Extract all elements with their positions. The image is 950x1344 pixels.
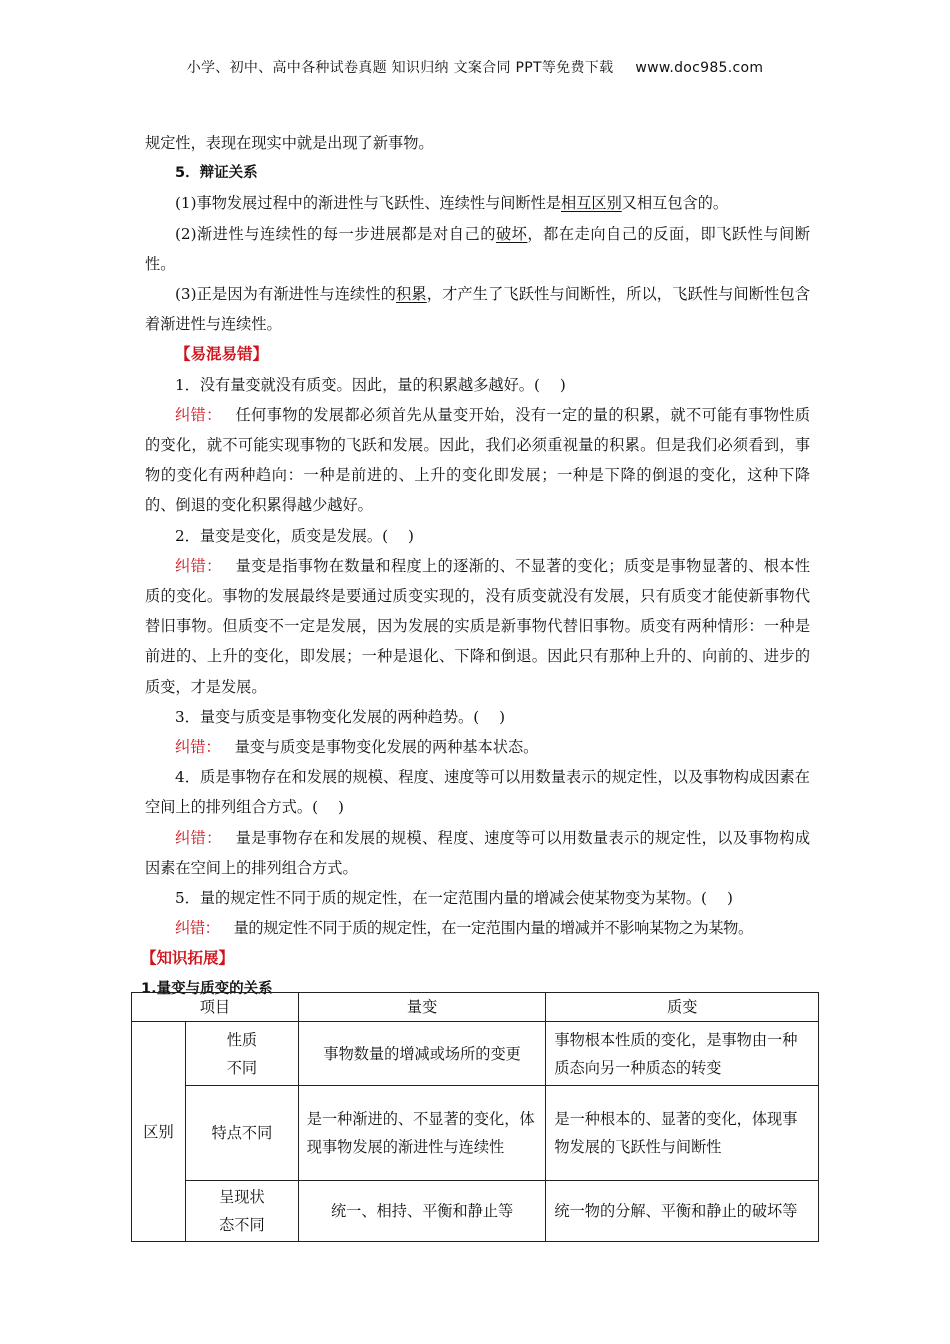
correction-text: 任何事物的发展都必须首先从量变开始，没有一定的量的积累，就不可能有事物性质的变化，就不可能实现事物的飞跃和发展。因此，我们必须重视量的积累。但是我们必须看到，事物的变化有两种趋向：一种是前进的、上升的变化即发展；一种是下降的倒退的变化，这种下降的、倒退的变化积累得越少越好。 bbox=[145, 405, 811, 515]
row-quant: 是一种渐进的、不显著的变化，体现事物发展的渐进性与连续性 bbox=[298, 1086, 546, 1181]
header-text: 小学、初中、高中各种试卷真题 知识归纳 文案合同 PPT等免费下载 bbox=[186, 60, 614, 76]
document-body bbox=[141, 128, 811, 1004]
correction-text: 量变与质变是事物变化发展的两种基本状态。 bbox=[234, 738, 539, 757]
row-quant: 事物数量的增减或场所的变更 bbox=[298, 1022, 546, 1086]
extension-title: 【知识拓展】 bbox=[141, 949, 235, 968]
confusion-title: 【易混易错】 bbox=[175, 345, 269, 364]
intro-line: 规定性，表现在现实中就是出现了新事物。 bbox=[145, 134, 434, 152]
comparison-table bbox=[131, 992, 819, 1242]
row-qual: 事物根本性质的变化，是事物由一种质态向另一种质态的转变 bbox=[546, 1022, 819, 1086]
row-item: 呈现状 态不同 bbox=[185, 1181, 298, 1242]
correction-text: 量是事物存在和发展的规模、程度、速度等可以用数量表示的规定性，以及事物构成因素在空间上的排列组合方式。 bbox=[145, 828, 811, 877]
table-header-row bbox=[132, 993, 819, 1022]
correction-label: 纠错： bbox=[175, 828, 222, 847]
correction-label: 纠错： bbox=[175, 919, 220, 938]
underlined-term: 相互区别 bbox=[561, 194, 622, 213]
header-item: 项目 bbox=[132, 993, 299, 1022]
header-quantitative: 量变 bbox=[298, 993, 546, 1022]
correction-text: 量变是指事物在数量和程度上的逐渐的、不显著的变化；质变是事物显著的、根本性质的变化。事物的发展最终是要通过质变实现的，没有质变就没有发展，只有质变才能使新事物代替旧事物。但质变不一定是发展，因为发展的实质是新事物代替旧事物。质变有两种情形：一种是前进的、上升的变化，即发展；一种是退化、下降和倒退。因此只有那种上升的、向前的、进步的质变，才是发展。 bbox=[145, 556, 811, 696]
row-item: 性质 不同 bbox=[185, 1022, 298, 1086]
row-qual: 是一种根本的、显著的变化，体现事物发展的飞跃性与间断性 bbox=[546, 1086, 819, 1181]
page-header bbox=[0, 57, 950, 77]
question-3: 3．量变与质变是事物变化发展的两种趋势。( ) bbox=[175, 707, 506, 726]
dialectic-point-2 bbox=[145, 219, 810, 279]
table-row bbox=[132, 1022, 819, 1086]
correction-label: 纠错： bbox=[175, 738, 221, 757]
text-run: ，都在走向自己的反面，即飞跃性与间断性。 bbox=[145, 224, 811, 273]
comparison-table-wrap bbox=[131, 992, 819, 1242]
extension-subtitle: 1.量变与质变的关系 bbox=[141, 980, 273, 997]
table-row bbox=[132, 1181, 819, 1242]
correction-3 bbox=[145, 732, 810, 762]
correction-1 bbox=[145, 400, 810, 521]
text-run: 又相互包含的。 bbox=[621, 194, 729, 213]
underlined-term: 破坏 bbox=[495, 224, 528, 243]
underlined-term: 积累 bbox=[396, 285, 427, 304]
question-1: 1．没有量变就没有质变。因此，量的积累越多越好。( ) bbox=[175, 375, 566, 394]
question-2: 2．量变是变化，质变是发展。( ) bbox=[175, 526, 414, 545]
text-run: (3)正是因为有渐进性与连续性的 bbox=[175, 285, 397, 304]
table-row bbox=[132, 1086, 819, 1181]
row-quant: 统一、相持、平衡和静止等 bbox=[298, 1181, 546, 1242]
question-5: 5．量的规定性不同于质的规定性，在一定范围内量的增减会使某物变为某物。( ) bbox=[175, 889, 733, 908]
correction-text: 量的规定性不同于质的规定性，在一定范围内量的增减并不影响某物之为某物。 bbox=[233, 919, 753, 938]
text-run: (1)事物发展过程中的渐进性与飞跃性、连续性与间断性是 bbox=[175, 194, 562, 213]
header-site: www.doc985.com bbox=[635, 60, 764, 76]
group-cell: 区别 bbox=[132, 1022, 186, 1242]
correction-4 bbox=[145, 823, 810, 883]
text-run: ，才产生了飞跃性与间断性，所以，飞跃性与间断性包含着渐进性与连续性。 bbox=[145, 285, 811, 334]
header-qualitative: 质变 bbox=[546, 993, 819, 1022]
row-item: 特点不同 bbox=[185, 1086, 298, 1181]
dialectic-point-3 bbox=[145, 279, 810, 339]
correction-5 bbox=[145, 913, 810, 943]
correction-label: 纠错： bbox=[175, 556, 222, 575]
correction-2 bbox=[145, 551, 810, 702]
text-run: (2)渐进性与连续性的每一步进展都是对自己的 bbox=[175, 224, 496, 243]
dialectic-point-1 bbox=[145, 188, 810, 218]
correction-label: 纠错： bbox=[175, 405, 222, 424]
question-4: 4．质是事物存在和发展的规模、程度、速度等可以用数量表示的规定性，以及事物构成因素在空间上的排列组合方式。( ) bbox=[145, 768, 810, 817]
dialectic-title: 5．辩证关系 bbox=[175, 165, 258, 182]
row-qual: 统一物的分解、平衡和静止的破坏等 bbox=[546, 1181, 819, 1242]
